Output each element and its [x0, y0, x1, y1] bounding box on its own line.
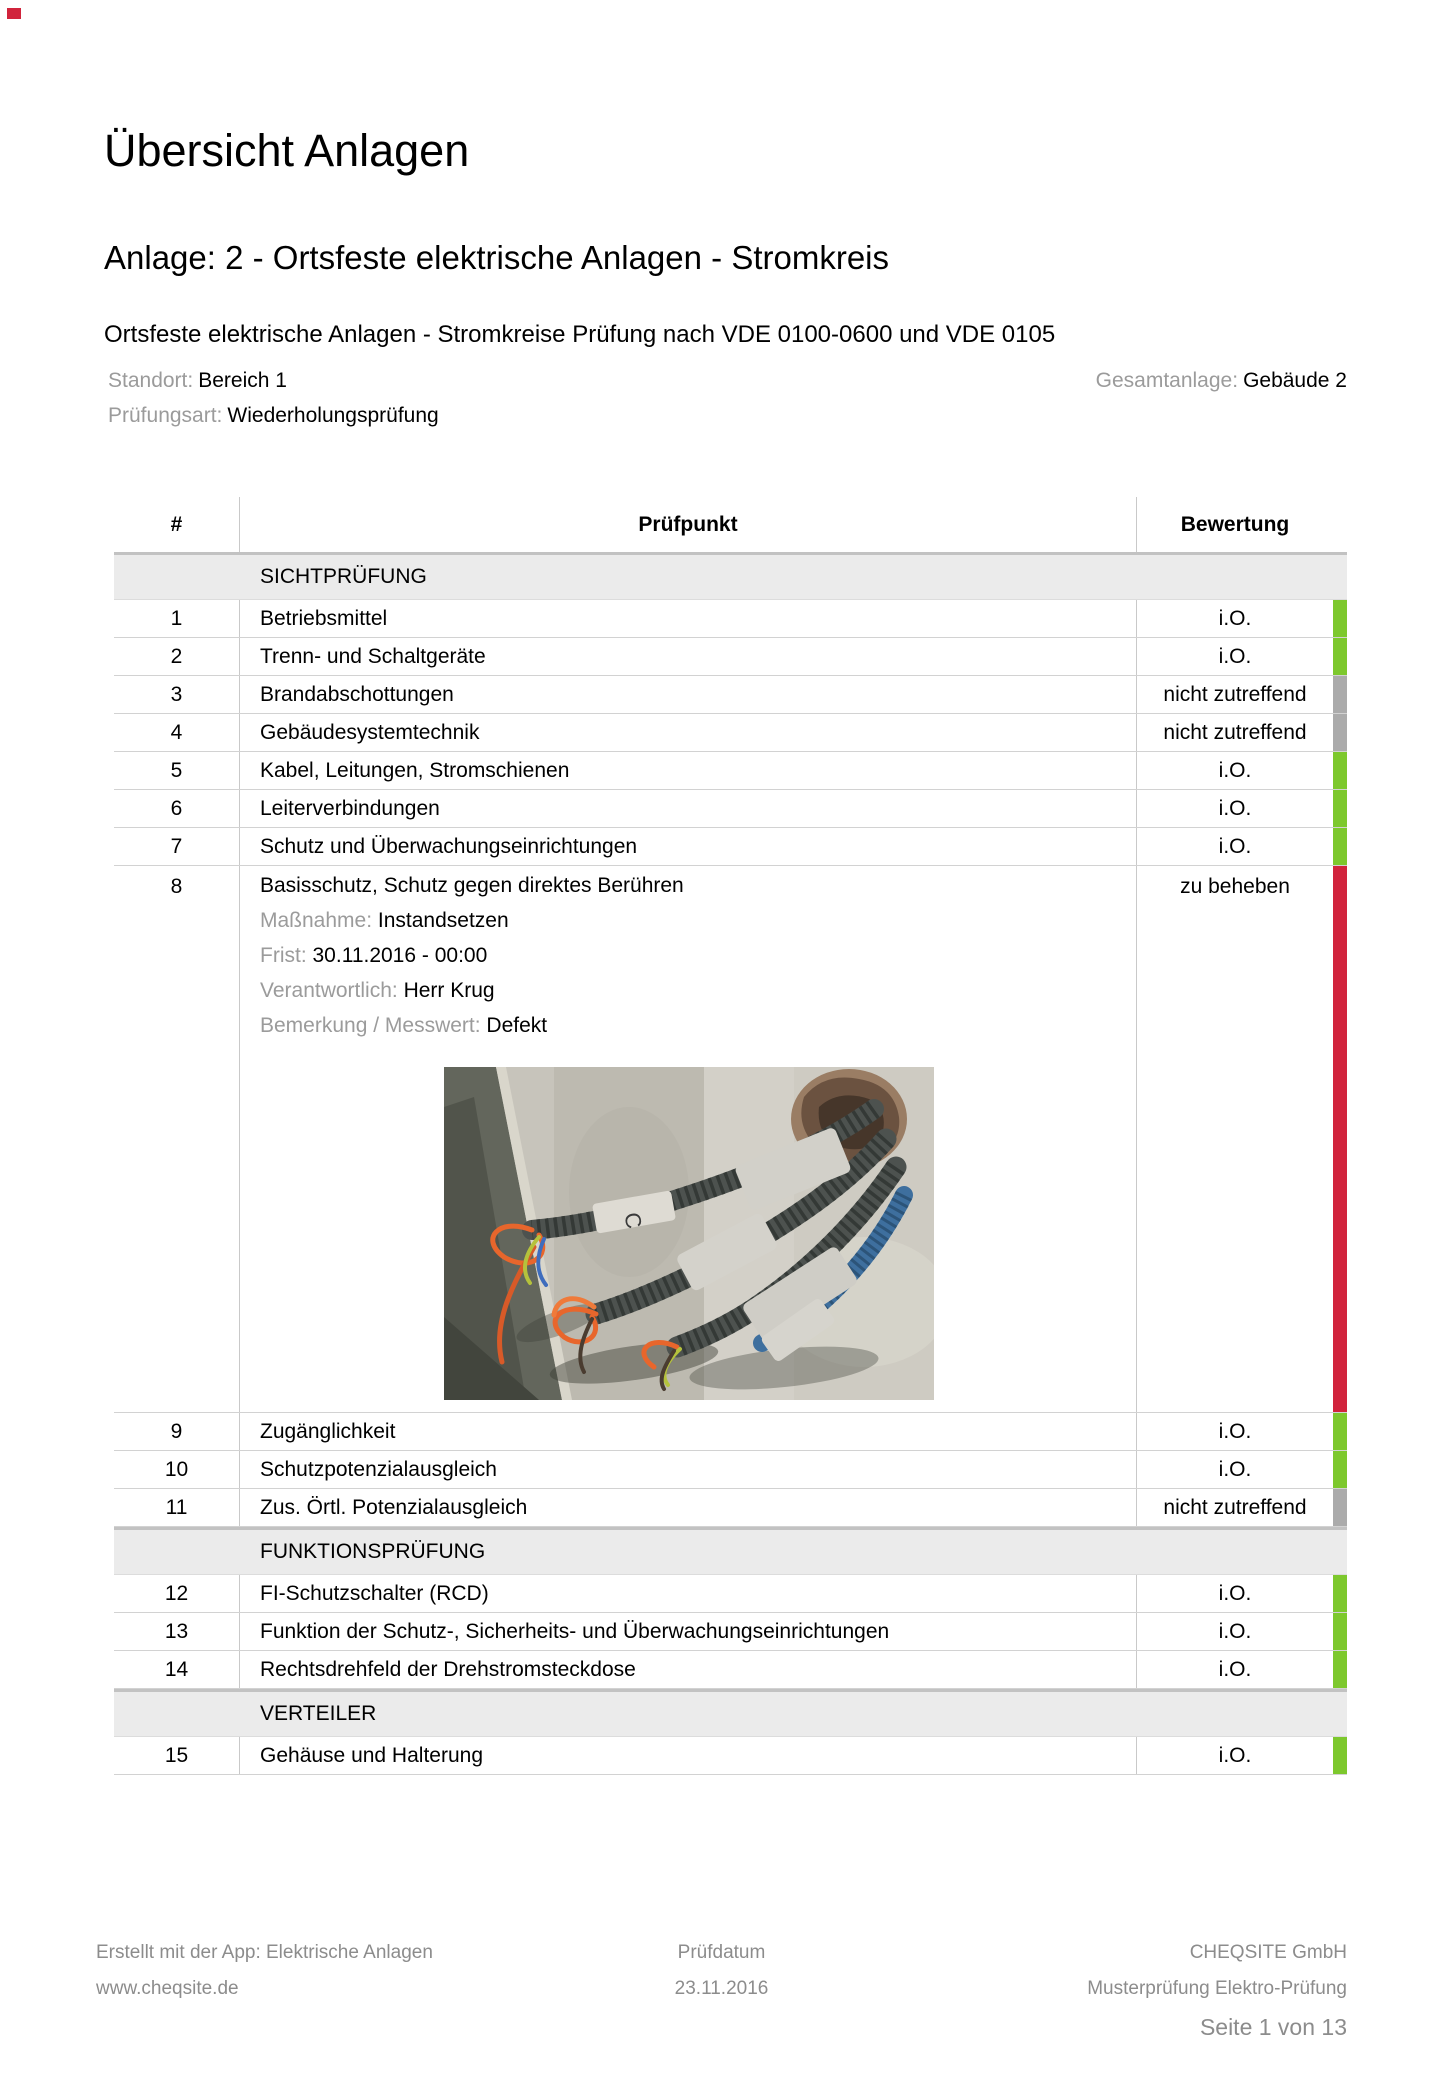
col-header-pruefpunkt: Prüfpunkt	[240, 497, 1137, 552]
status-bar	[1333, 676, 1347, 713]
table-row	[114, 790, 1347, 828]
section-label: VERTEILER	[260, 1702, 377, 1725]
table-row	[114, 600, 1347, 638]
section-header-row	[114, 552, 1347, 600]
detail-line	[260, 980, 1136, 1002]
row-pruefpunkt: Kabel, Leitungen, Stromschienen	[240, 752, 1137, 789]
inspection-table	[114, 497, 1347, 1775]
status-bar	[1333, 1737, 1347, 1774]
row-rating: i.O.	[1218, 606, 1252, 630]
gesamtanlage-line	[1096, 369, 1347, 393]
pruefungsart-line	[108, 404, 439, 428]
col-header-number: #	[114, 497, 240, 552]
footer-line-1	[96, 1942, 1347, 1964]
row-number: 2	[114, 638, 240, 675]
status-bar	[1333, 752, 1347, 789]
status-bar	[1333, 1451, 1347, 1488]
status-bar	[1333, 1651, 1347, 1688]
status-bar	[1333, 1613, 1347, 1650]
row-rating: i.O.	[1218, 758, 1252, 782]
table-row	[114, 1489, 1347, 1527]
row-pruefpunkt: FI-Schutzschalter (RCD)	[240, 1575, 1137, 1612]
table-row	[114, 1613, 1347, 1651]
row-number: 9	[114, 1413, 240, 1450]
pruefungsart-value: Wiederholungsprüfung	[227, 404, 439, 427]
footer-website: www.cheqsite.de	[96, 1978, 239, 1999]
pruefung-description: Ortsfeste elektrische Anlagen - Stromkreise Prüfung nach VDE 0100-0600 und VDE 0105	[104, 321, 1056, 348]
row-pruefpunkt	[240, 866, 1137, 1412]
row-pruefpunkt: Brandabschottungen	[240, 676, 1137, 713]
status-bar	[1333, 1575, 1347, 1612]
row-rating: nicht zutreffend	[1163, 682, 1307, 706]
row-pruefpunkt: Gehäuse und Halterung	[240, 1737, 1137, 1774]
table-row	[114, 1451, 1347, 1489]
footer-company: CHEQSITE GmbH	[1189, 1942, 1347, 1963]
row-number: 12	[114, 1575, 240, 1612]
row-number: 5	[114, 752, 240, 789]
footer-line-2	[96, 1978, 1347, 2000]
gesamtanlage-label: Gesamtanlage:	[1095, 369, 1239, 392]
detail-line	[260, 1015, 1136, 1037]
status-bar	[1333, 638, 1347, 675]
table-row	[114, 752, 1347, 790]
row-number: 14	[114, 1651, 240, 1688]
status-bar	[1333, 600, 1347, 637]
status-bar	[1333, 828, 1347, 865]
table-row	[114, 1737, 1347, 1775]
svg-text:C: C	[619, 1210, 647, 1231]
gesamtanlage-value: Gebäude 2	[1243, 369, 1347, 392]
table-row	[114, 1651, 1347, 1689]
row-rating: i.O.	[1218, 644, 1252, 668]
footer-app-info: Erstellt mit der App: Elektrische Anlagen	[96, 1942, 433, 1963]
col-header-statusbar	[1333, 497, 1347, 552]
row-rating: i.O.	[1218, 1619, 1252, 1643]
page-indicator: Seite 1 von 13	[1199, 2014, 1347, 2040]
row-pruefpunkt: Schutz und Überwachungseinrichtungen	[240, 828, 1137, 865]
row-pruefpunkt: Leiterverbindungen	[240, 790, 1137, 827]
section-header-row	[114, 1527, 1347, 1575]
row-rating: i.O.	[1218, 1743, 1252, 1767]
table-row	[114, 828, 1347, 866]
detail-value: Instandsetzen	[377, 909, 509, 932]
row-pruefpunkt: Zus. Örtl. Potenzialausgleich	[240, 1489, 1137, 1526]
detail-label: Frist:	[260, 944, 313, 967]
table-rows	[114, 552, 1347, 1775]
row-number: 8	[114, 866, 240, 1412]
row-pruefpunkt: Funktion der Schutz-, Sicherheits- und Überwachungseinrichtungen	[240, 1613, 1137, 1650]
row-pruefpunkt: Zugänglichkeit	[240, 1413, 1137, 1450]
row-rating: i.O.	[1218, 1657, 1252, 1681]
table-row	[114, 1413, 1347, 1451]
row-number: 6	[114, 790, 240, 827]
row-rating: zu beheben	[1180, 875, 1290, 898]
table-row	[114, 1575, 1347, 1613]
status-bar	[1333, 866, 1347, 1412]
row-rating: i.O.	[1218, 1419, 1252, 1443]
table-row	[114, 676, 1347, 714]
row-pruefpunkt: Betriebsmittel	[240, 600, 1137, 637]
footer-pruefdatum-label: Prüfdatum	[677, 1942, 766, 1963]
detail-label: Bemerkung / Messwert:	[260, 1014, 487, 1037]
status-bar	[1333, 1489, 1347, 1526]
section-label: FUNKTIONSPRÜFUNG	[260, 1540, 486, 1563]
detail-label: Verantwortlich:	[260, 979, 404, 1002]
row-title: Basisschutz, Schutz gegen direktes Berühren	[260, 874, 684, 897]
footer-report-name: Musterprüfung Elektro-Prüfung	[1087, 1978, 1347, 1999]
detail-line	[260, 910, 1136, 932]
row-number: 11	[114, 1489, 240, 1526]
inspection-photo	[444, 1067, 934, 1400]
row-rating: i.O.	[1218, 796, 1252, 820]
defect-photo-image	[444, 1067, 934, 1400]
row-number: 7	[114, 828, 240, 865]
row-rating: i.O.	[1218, 834, 1252, 858]
detail-value: Defekt	[486, 1014, 548, 1037]
detail-line	[260, 945, 1136, 967]
row-pruefpunkt: Trenn- und Schaltgeräte	[240, 638, 1137, 675]
row-number: 13	[114, 1613, 240, 1650]
page-title: Übersicht Anlagen	[104, 125, 470, 176]
status-bar	[1333, 714, 1347, 751]
row-rating: nicht zutreffend	[1163, 1495, 1307, 1519]
row-rating: i.O.	[1218, 1581, 1252, 1605]
standort-label: Standort:	[108, 369, 194, 392]
anlage-subtitle: Anlage: 2 - Ortsfeste elektrische Anlagen - Stromkreis	[104, 239, 890, 276]
row-pruefpunkt: Schutzpotenzialausgleich	[240, 1451, 1137, 1488]
row-rating: i.O.	[1218, 1457, 1252, 1481]
row-number: 4	[114, 714, 240, 751]
row-number: 1	[114, 600, 240, 637]
pruefungsart-label: Prüfungsart:	[108, 404, 223, 427]
row-number: 10	[114, 1451, 240, 1488]
detail-value: Herr Krug	[403, 979, 495, 1002]
table-row	[114, 866, 1347, 1413]
standort-line	[108, 369, 287, 393]
page-footer	[96, 1942, 1347, 2041]
status-bar	[1333, 790, 1347, 827]
row-pruefpunkt: Rechtsdrehfeld der Drehstromsteckdose	[240, 1651, 1137, 1688]
table-row	[114, 638, 1347, 676]
standort-value: Bereich 1	[198, 369, 287, 392]
table-header-row	[114, 497, 1347, 552]
section-header-row	[114, 1689, 1347, 1737]
detail-label: Maßnahme:	[260, 909, 378, 932]
table-row	[114, 714, 1347, 752]
status-bar	[1333, 1413, 1347, 1450]
row-number: 15	[114, 1737, 240, 1774]
detail-value: 30.11.2016 - 00:00	[312, 944, 488, 967]
corner-marker	[7, 8, 21, 19]
footer-pruefdatum-value: 23.11.2016	[674, 1978, 769, 1999]
row-rating: nicht zutreffend	[1163, 720, 1307, 744]
row-pruefpunkt: Gebäudesystemtechnik	[240, 714, 1137, 751]
col-header-bewertung: Bewertung	[1180, 512, 1290, 536]
row-number: 3	[114, 676, 240, 713]
section-label: SICHTPRÜFUNG	[260, 565, 427, 588]
